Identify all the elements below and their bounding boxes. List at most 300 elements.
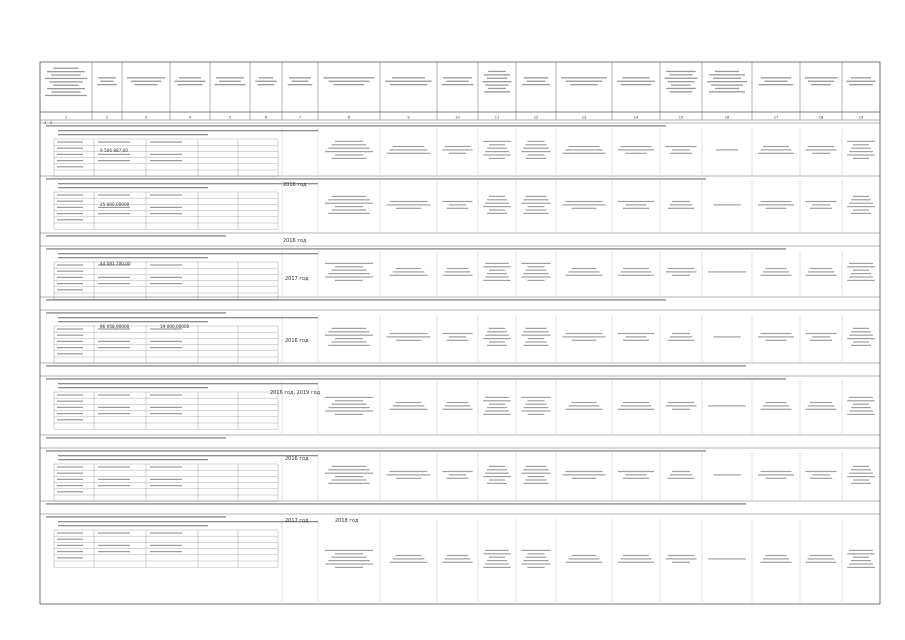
- header-text-line: [668, 81, 694, 82]
- row-subtitle-line: [58, 459, 208, 460]
- cell-text-line: [523, 273, 548, 274]
- cell-text-line: [528, 154, 545, 155]
- sum-value-line: [150, 479, 182, 480]
- cell-text-line: [812, 336, 830, 337]
- cell-text-line: [760, 275, 791, 276]
- header-text-line: [53, 68, 78, 69]
- cell-text-line: [563, 474, 606, 475]
- cell-text-line: [672, 201, 690, 202]
- cell-text-line: [328, 331, 369, 332]
- cell-text-line: [760, 149, 791, 150]
- cell-text-line: [626, 204, 647, 205]
- cell-text-line: [851, 407, 871, 408]
- cell-text-line: [393, 558, 425, 559]
- cell-text-line: [849, 263, 873, 264]
- cell-text-line: [569, 146, 600, 147]
- cell-text-line: [335, 400, 363, 401]
- row-subtitle-line: [58, 321, 208, 322]
- cell-text-line: [528, 476, 545, 477]
- cell-text-line: [483, 567, 511, 568]
- cell-text-line: [325, 203, 373, 204]
- cell-text-line: [523, 199, 548, 200]
- cell-text-line: [847, 476, 875, 477]
- sum-label-line: [57, 264, 83, 265]
- cell-text-line: [849, 410, 873, 411]
- cell-text-line: [332, 557, 367, 558]
- cell-text-line: [806, 201, 837, 202]
- header-text-line: [47, 88, 85, 89]
- cell-text-line: [485, 397, 509, 398]
- column-number: 4: [188, 115, 192, 120]
- cell-text-line: [328, 148, 369, 149]
- cell-text-line: [328, 560, 369, 561]
- cell-text-line: [810, 268, 832, 269]
- header-text-line: [522, 84, 550, 85]
- cell-text-line: [569, 405, 600, 406]
- cell-text-line: [760, 471, 791, 472]
- cell-text-line: [449, 153, 467, 154]
- cell-text-line: [332, 466, 367, 467]
- sum-value-line: [150, 207, 182, 208]
- cell-text-line: [483, 338, 511, 339]
- sum-label-line: [57, 166, 83, 167]
- row-title-line: [46, 365, 746, 366]
- cell-text-line: [489, 404, 505, 405]
- cell-text-line: [335, 141, 363, 142]
- cell-text-line: [708, 558, 746, 559]
- cell-text-line: [485, 410, 509, 411]
- cell-text-line: [390, 201, 428, 202]
- cell-text-line: [569, 271, 600, 272]
- cell-text-line: [566, 562, 603, 563]
- cell-text-line: [449, 204, 467, 205]
- sum-label-line: [57, 473, 83, 474]
- sum-value-line: [98, 277, 130, 278]
- cell-text-line: [387, 204, 431, 205]
- cell-text-line: [766, 208, 787, 209]
- cell-text-line: [396, 402, 422, 403]
- cell-text-line: [483, 206, 511, 207]
- cell-text-line: [521, 563, 550, 564]
- cell-text-line: [489, 270, 505, 271]
- cell-text-line: [525, 341, 546, 342]
- sum-value-line: [98, 283, 130, 284]
- cell-text-line: [847, 141, 875, 142]
- header-text-line: [711, 84, 743, 85]
- header-text-line: [288, 84, 313, 85]
- cell-text-line: [670, 153, 692, 154]
- cell-text-line: [810, 208, 832, 209]
- cell-text-line: [487, 148, 507, 149]
- cell-text-line: [618, 149, 654, 150]
- header-text-line: [45, 95, 87, 96]
- cell-text-line: [670, 336, 692, 337]
- cell-text-line: [445, 271, 471, 272]
- column-number: 2: [105, 115, 109, 120]
- header-text-line: [671, 84, 691, 85]
- cell-text-line: [672, 471, 690, 472]
- cell-text-line: [572, 478, 597, 479]
- cell-text-line: [853, 466, 869, 467]
- cell-text-line: [487, 560, 507, 561]
- sum-value-line: [98, 551, 130, 552]
- cell-text-line: [626, 336, 647, 337]
- sum-label-line: [57, 353, 83, 354]
- column-number: 1: [64, 115, 68, 120]
- cell-text-line: [390, 149, 428, 150]
- header-text-line: [51, 74, 80, 75]
- cell-text-line: [487, 199, 507, 200]
- sum-value-line: [150, 194, 182, 195]
- cell-text-line: [332, 341, 367, 342]
- cell-text-line: [325, 335, 373, 336]
- year-label-7: 2017 год: [285, 518, 309, 524]
- cell-text-line: [325, 473, 373, 474]
- cell-text-line: [445, 558, 471, 559]
- sum-value-line: [98, 341, 130, 342]
- cell-text-line: [525, 328, 546, 329]
- header-text-line: [764, 81, 787, 82]
- cell-text-line: [335, 206, 363, 207]
- cell-text-line: [390, 471, 428, 472]
- cell-text-line: [525, 270, 546, 271]
- cell-text-line: [563, 336, 606, 337]
- cell-text-line: [489, 196, 505, 197]
- header-text-line: [527, 81, 546, 82]
- cell-text-line: [812, 153, 830, 154]
- header-text-line: [669, 74, 692, 75]
- cell-text-line: [758, 153, 794, 154]
- header-text-line: [178, 84, 203, 85]
- cell-text-line: [332, 196, 367, 197]
- sum-label-line: [57, 532, 83, 533]
- cell-text-line: [328, 345, 369, 346]
- cell-text-line: [666, 558, 697, 559]
- column-number: 19: [858, 115, 864, 120]
- cell-text-line: [485, 276, 509, 277]
- value-4: 86 058,90000: [100, 324, 130, 329]
- cell-text-line: [485, 473, 509, 474]
- cell-text-line: [523, 148, 548, 149]
- cell-text-line: [485, 563, 509, 564]
- sum-label-line: [57, 419, 83, 420]
- cell-text-line: [483, 476, 511, 477]
- row-subtitle-line: [58, 134, 208, 135]
- cell-text-line: [716, 149, 738, 150]
- cell-text-line: [521, 263, 550, 264]
- row-subtitle-line: [58, 253, 318, 254]
- row-title-line: [46, 450, 706, 451]
- cell-text-line: [325, 151, 373, 152]
- cell-text-line: [851, 331, 871, 332]
- header-text-line: [811, 84, 831, 85]
- cell-text-line: [847, 338, 875, 339]
- header-text-line: [446, 81, 468, 82]
- cell-text-line: [525, 466, 546, 467]
- cell-text-line: [623, 478, 649, 479]
- cell-text-line: [708, 271, 746, 272]
- cell-text-line: [847, 206, 875, 207]
- cell-text-line: [623, 402, 649, 403]
- header-text-line: [255, 81, 276, 82]
- cell-text-line: [668, 340, 695, 341]
- sum-label-line: [57, 341, 83, 342]
- cell-text-line: [626, 474, 647, 475]
- sum-value-line: [150, 341, 182, 342]
- cell-text-line: [810, 402, 832, 403]
- row-subtitle-line: [58, 521, 318, 522]
- year-label-3: 2017 год: [285, 276, 309, 282]
- sum-label-line: [57, 413, 83, 414]
- cell-text-line: [328, 407, 369, 408]
- sum-value-line: [98, 479, 130, 480]
- sum-label-line: [57, 407, 83, 408]
- cell-text-line: [528, 280, 545, 281]
- header-text-line: [669, 91, 692, 92]
- cell-text-line: [523, 213, 548, 214]
- cell-text-line: [525, 144, 546, 145]
- cell-text-line: [851, 345, 871, 346]
- cell-text-line: [668, 208, 695, 209]
- header-text-line: [219, 81, 241, 82]
- sum-value-line: [98, 213, 130, 214]
- cell-text-line: [487, 469, 507, 470]
- value-5: 19 000,00000: [160, 324, 190, 329]
- cell-text-line: [853, 557, 869, 558]
- sum-value-line: [98, 154, 130, 155]
- cell-text-line: [396, 208, 422, 209]
- cell-text-line: [812, 204, 830, 205]
- header-text-line: [761, 77, 792, 78]
- cell-text-line: [483, 414, 511, 415]
- cell-text-line: [566, 149, 603, 150]
- cell-text-line: [810, 340, 832, 341]
- header-text-line: [259, 77, 273, 78]
- cell-text-line: [487, 331, 507, 332]
- cell-text-line: [445, 146, 471, 147]
- cell-text-line: [445, 405, 471, 406]
- cell-text-line: [525, 158, 546, 159]
- cell-text-line: [483, 280, 511, 281]
- header-text-line: [808, 81, 834, 82]
- sum-label-line: [57, 401, 83, 402]
- cell-text-line: [806, 149, 837, 150]
- cell-text-line: [332, 144, 367, 145]
- header-text-line: [524, 77, 549, 78]
- cell-text-line: [810, 555, 832, 556]
- cell-text-line: [523, 483, 548, 484]
- row-title-line: [46, 178, 706, 179]
- cell-text-line: [853, 144, 869, 145]
- cell-text-line: [763, 146, 789, 147]
- cell-text-line: [525, 404, 546, 405]
- cell-text-line: [808, 558, 835, 559]
- cell-text-line: [447, 340, 469, 341]
- header-text-line: [805, 77, 838, 78]
- header-text-line: [488, 88, 506, 89]
- sum-value-line: [150, 532, 182, 533]
- sum-value-line: [150, 213, 182, 214]
- cell-text-line: [525, 479, 546, 480]
- cell-text-line: [758, 204, 794, 205]
- header-text-line: [215, 84, 246, 85]
- cell-text-line: [328, 199, 369, 200]
- header-text-line: [621, 84, 652, 85]
- sum-label-line: [57, 485, 83, 486]
- cell-text-line: [847, 414, 875, 415]
- cell-text-line: [521, 473, 550, 474]
- cell-text-line: [396, 555, 422, 556]
- row-subtitle-line: [58, 317, 318, 318]
- header-text-line: [258, 84, 275, 85]
- sum-value-line: [98, 394, 130, 395]
- row-subtitle-line: [58, 183, 318, 184]
- column-number: 11: [494, 115, 500, 120]
- cell-text-line: [806, 333, 837, 334]
- header-text-line: [485, 84, 508, 85]
- header-text-line: [127, 77, 165, 78]
- header-text-line: [51, 91, 80, 92]
- header-text-line: [179, 77, 201, 78]
- cell-text-line: [525, 209, 546, 210]
- cell-text-line: [808, 146, 835, 147]
- cell-text-line: [393, 271, 425, 272]
- cell-text-line: [851, 213, 871, 214]
- cell-text-line: [489, 328, 505, 329]
- cell-text-line: [396, 340, 422, 341]
- row-title-line: [46, 312, 226, 313]
- cell-text-line: [566, 201, 603, 202]
- cell-text-line: [528, 338, 545, 339]
- cell-text-line: [332, 270, 367, 271]
- cell-text-line: [566, 333, 603, 334]
- cell-text-line: [849, 276, 873, 277]
- sum-value-line: [150, 264, 182, 265]
- cell-text-line: [442, 149, 472, 150]
- cell-text-line: [332, 328, 367, 329]
- column-number: 10: [455, 115, 460, 120]
- row-title-line: [46, 235, 226, 236]
- cell-text-line: [849, 550, 873, 551]
- header-text-line: [759, 84, 793, 85]
- cell-text-line: [487, 273, 507, 274]
- cell-text-line: [487, 483, 507, 484]
- cell-text-line: [763, 558, 789, 559]
- row-subtitle-line: [58, 187, 208, 188]
- column-number: 13: [581, 115, 587, 120]
- sum-label-line: [57, 141, 83, 142]
- cell-text-line: [853, 209, 869, 210]
- header-text-line: [385, 81, 431, 82]
- sum-label-line: [57, 466, 83, 467]
- cell-text-line: [447, 208, 469, 209]
- cell-text-line: [328, 213, 369, 214]
- header-text-line: [334, 84, 365, 85]
- cell-text-line: [396, 268, 422, 269]
- cell-text-line: [569, 558, 600, 559]
- header-text-line: [97, 84, 117, 85]
- cell-text-line: [812, 474, 830, 475]
- cell-text-line: [566, 409, 603, 410]
- column-number: 18: [818, 115, 824, 120]
- cell-text-line: [623, 340, 649, 341]
- cell-text-line: [387, 153, 431, 154]
- sum-value-line: [98, 466, 130, 467]
- cell-text-line: [713, 204, 740, 205]
- cell-text-line: [760, 409, 791, 410]
- sum-label-line: [57, 219, 83, 220]
- cell-text-line: [763, 405, 789, 406]
- cell-text-line: [849, 203, 873, 204]
- header-text-line: [623, 77, 650, 78]
- cell-text-line: [528, 206, 545, 207]
- sum-value-line: [150, 277, 182, 278]
- cell-text-line: [853, 341, 869, 342]
- header-text-line: [570, 84, 598, 85]
- cell-text-line: [325, 263, 373, 264]
- cell-text-line: [847, 266, 875, 267]
- sum-label-line: [57, 289, 83, 290]
- sum-label-line: [57, 160, 83, 161]
- header-text-line: [131, 81, 162, 82]
- cell-text-line: [489, 557, 505, 558]
- sum-value-line: [98, 485, 130, 486]
- sum-value-line: [150, 283, 182, 284]
- sum-label-line: [57, 207, 83, 208]
- cell-text-line: [447, 402, 469, 403]
- cell-text-line: [335, 476, 363, 477]
- cell-text-line: [521, 550, 550, 551]
- cell-text-line: [489, 209, 505, 210]
- cell-text-line: [763, 271, 789, 272]
- value-3: 44 081 700,00: [100, 261, 131, 266]
- sum-value-line: [98, 407, 130, 408]
- cell-text-line: [523, 331, 548, 332]
- sum-value-line: [150, 466, 182, 467]
- cell-text-line: [668, 402, 695, 403]
- cell-text-line: [325, 550, 373, 551]
- header-text-line: [666, 88, 696, 89]
- sum-value-line: [150, 551, 182, 552]
- header-text-line: [709, 91, 745, 92]
- cell-text-line: [758, 336, 794, 337]
- cell-text-line: [808, 405, 835, 406]
- cell-text-line: [487, 213, 507, 214]
- cell-text-line: [566, 471, 603, 472]
- cell-text-line: [393, 405, 425, 406]
- cell-text-line: [447, 478, 469, 479]
- sum-label-line: [57, 213, 83, 214]
- cell-text-line: [523, 407, 548, 408]
- cell-text-line: [806, 409, 837, 410]
- cell-text-line: [666, 271, 697, 272]
- sum-value-line: [98, 160, 130, 161]
- cell-text-line: [618, 201, 654, 202]
- cell-text-line: [521, 397, 550, 398]
- header-text-line: [488, 71, 506, 72]
- cell-text-line: [806, 471, 837, 472]
- column-number: 15: [678, 115, 684, 120]
- row-title-line: [46, 378, 786, 379]
- cell-text-line: [670, 474, 692, 475]
- cell-text-line: [806, 275, 837, 276]
- cell-text-line: [447, 268, 469, 269]
- cell-text-line: [335, 338, 363, 339]
- cell-text-line: [618, 275, 654, 276]
- cell-text-line: [670, 204, 692, 205]
- cell-text-line: [672, 149, 690, 150]
- cell-text-line: [620, 558, 651, 559]
